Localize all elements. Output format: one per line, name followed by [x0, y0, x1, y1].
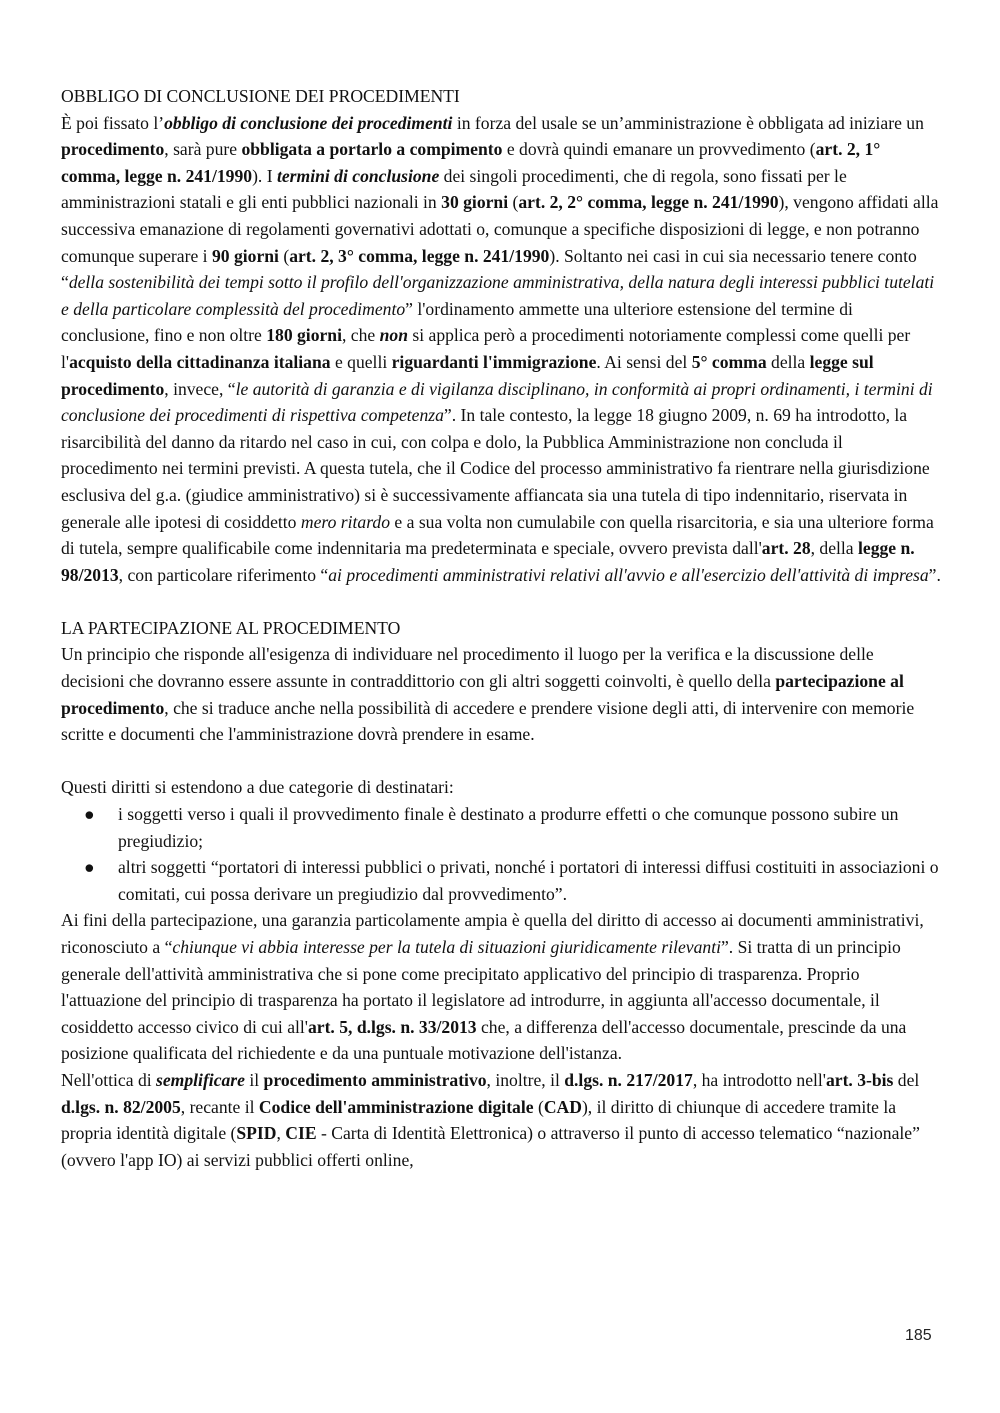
section-title-obbligo: OBBLIGO DI CONCLUSIONE DEI PROCEDIMENTI — [61, 86, 460, 106]
paragraph-destinatari: Questi diritti si estendono a due categorie di destinatari: — [61, 777, 454, 798]
paragraph-partecipazione-intro: Un principio che risponde all'esigenza di individuare nel procedimento il luogo per la verifica e la discussione delle decisioni che dovranno essere assunte in contraddittorio con gli altri soggetti coinvolti, è quello della partecipazione al procedimento, che si traduce anche nella possibilità di accedere e prendere visione degli atti, di intervenire con memorie scritte e documenti che l'amministrazione dovrà prendere in esame. — [61, 644, 915, 745]
bullet-icon: ● — [84, 804, 95, 825]
paragraph-obbligo: È poi fissato l’obbligo di conclusione dei procedimenti in forza del usale se un’amministrazione è obbligata ad iniziare un procedimento, sarà pure obbligata a portarlo a compimento e dovrà quindi emanare un provvedimento (art. 2, 1° comma, legge n. 241/1990). I termini di conclusione dei singoli procedimenti, che di regola, sono fissati per le amministrazioni statali e gli enti pubblici nazionali in 30 giorni (art. 2, 2° comma, legge n. 241/1990), vengono affidati alla successiva emanazione di regolamenti governativi adottati o, comunque a specifiche disposizioni di legge, e non potranno comunque superare i 90 giorni (art. 2, 3° comma, legge n. 241/1990). Soltanto nei casi in cui sia necessario tenere conto “della sostenibilità dei tempi sotto il profilo dell'organizzazione amministrativa, della natura degli interessi pubblici tutelati e della particolare complessità del procedimento” l'ordinamento ammette una ulteriore estensione del termine di conclusione, fino e non oltre 180 giorni, che non si applica però a procedimenti notoriamente complessi come quelli per l'acquisto della cittadinanza italiana e quelli riguardanti l'immigrazione. Ai sensi del 5° comma della legge sul procedimento, invece, “le autorità di garanzia e di vigilanza disciplinano, in conformità ai propri ordinamenti, i termini di conclusione dei procedimenti di rispettiva competenza”. In tale contesto, la legge 18 giugno 2009, n. 69 ha introdotto, la risarcibilità del danno da ritardo nel caso in cui, con colpa e dolo, la Pubblica Amministrazione non concluda il procedimento nei termini previsti. A questa tutela, che il Codice del processo amministrativo fa rientrare nella giurisdizione esclusiva del g.a. (giudice amministrativo) si è successivamente affiancata sia una tutela di tipo indennitario, riservata in generale alle ipotesi di cosiddetto mero ritardo e a sua volta non cumulabile con quella risarcitoria, e sia una ulteriore forma di tutela, sempre qualificabile come indennitaria ma predeterminata e speciale, ovvero prevista dall'art. 28, della legge n. 98/2013, con particolare riferimento “ai procedimenti amministrativi relativi all'avvio e all'esercizio dell'attività di impresa”. — [61, 112, 941, 585]
list-item — [84, 854, 941, 907]
section-title-partecipazione: LA PARTECIPAZIONE AL PROCEDIMENTO — [61, 617, 401, 638]
document-page — [61, 83, 941, 1173]
page-number: 185 — [905, 1327, 932, 1344]
destinatari-list — [61, 801, 941, 907]
list-item-text: i soggetti verso i quali il provvedimento finale è destinato a produrre effetti o che comunque possono subire un pregiudizio; — [118, 804, 899, 851]
list-item-text: altri soggetti “portatori di interessi pubblici o privati, nonché i portatori di interessi diffusi costituiti in associazioni o comitati, cui possa derivare un pregiudizio dal provvedimento”. — [118, 857, 939, 904]
paragraph-semplificare: Nell'ottica di semplificare il procedimento amministrativo, inoltre, il d.lgs. n. 217/2017, ha introdotto nell'art. 3-bis del d.lgs. n. 82/2005, recante il Codice dell'amministrazione digitale (CAD), il diritto di chiunque di accedere tramite la propria identità digitale (SPID, CIE - Carta di Identità Elettronica) o attraverso il punto di accesso telematico “nazionale” (ovvero l'app IO) ai servizi pubblici offerti online, — [61, 1069, 920, 1170]
list-item — [84, 801, 941, 854]
paragraph-accesso: Ai fini della partecipazione, una garanzia particolamente ampia è quella del diritto di accesso ai documenti amministrativi, riconosciuto a “chiunque vi abbia interesse per la tutela di situazioni giuridicamente rilevanti”. Si tratta di un principio generale dell'attività amministrativa che si pone come precipitato applicativo del principio di trasparenza. Proprio l'attuazione del principio di trasparenza ha portato il legislatore ad introdurre, in aggiunta all'accesso documentale, il cosiddetto accesso civico di cui all'art. 5, d.lgs. n. 33/2013 che, a differenza dell'accesso documentale, prescinde da una posizione qualificata del richiedente e da una puntuale motivazione dell'istanza. — [61, 910, 924, 1064]
bullet-icon: ● — [84, 857, 95, 878]
